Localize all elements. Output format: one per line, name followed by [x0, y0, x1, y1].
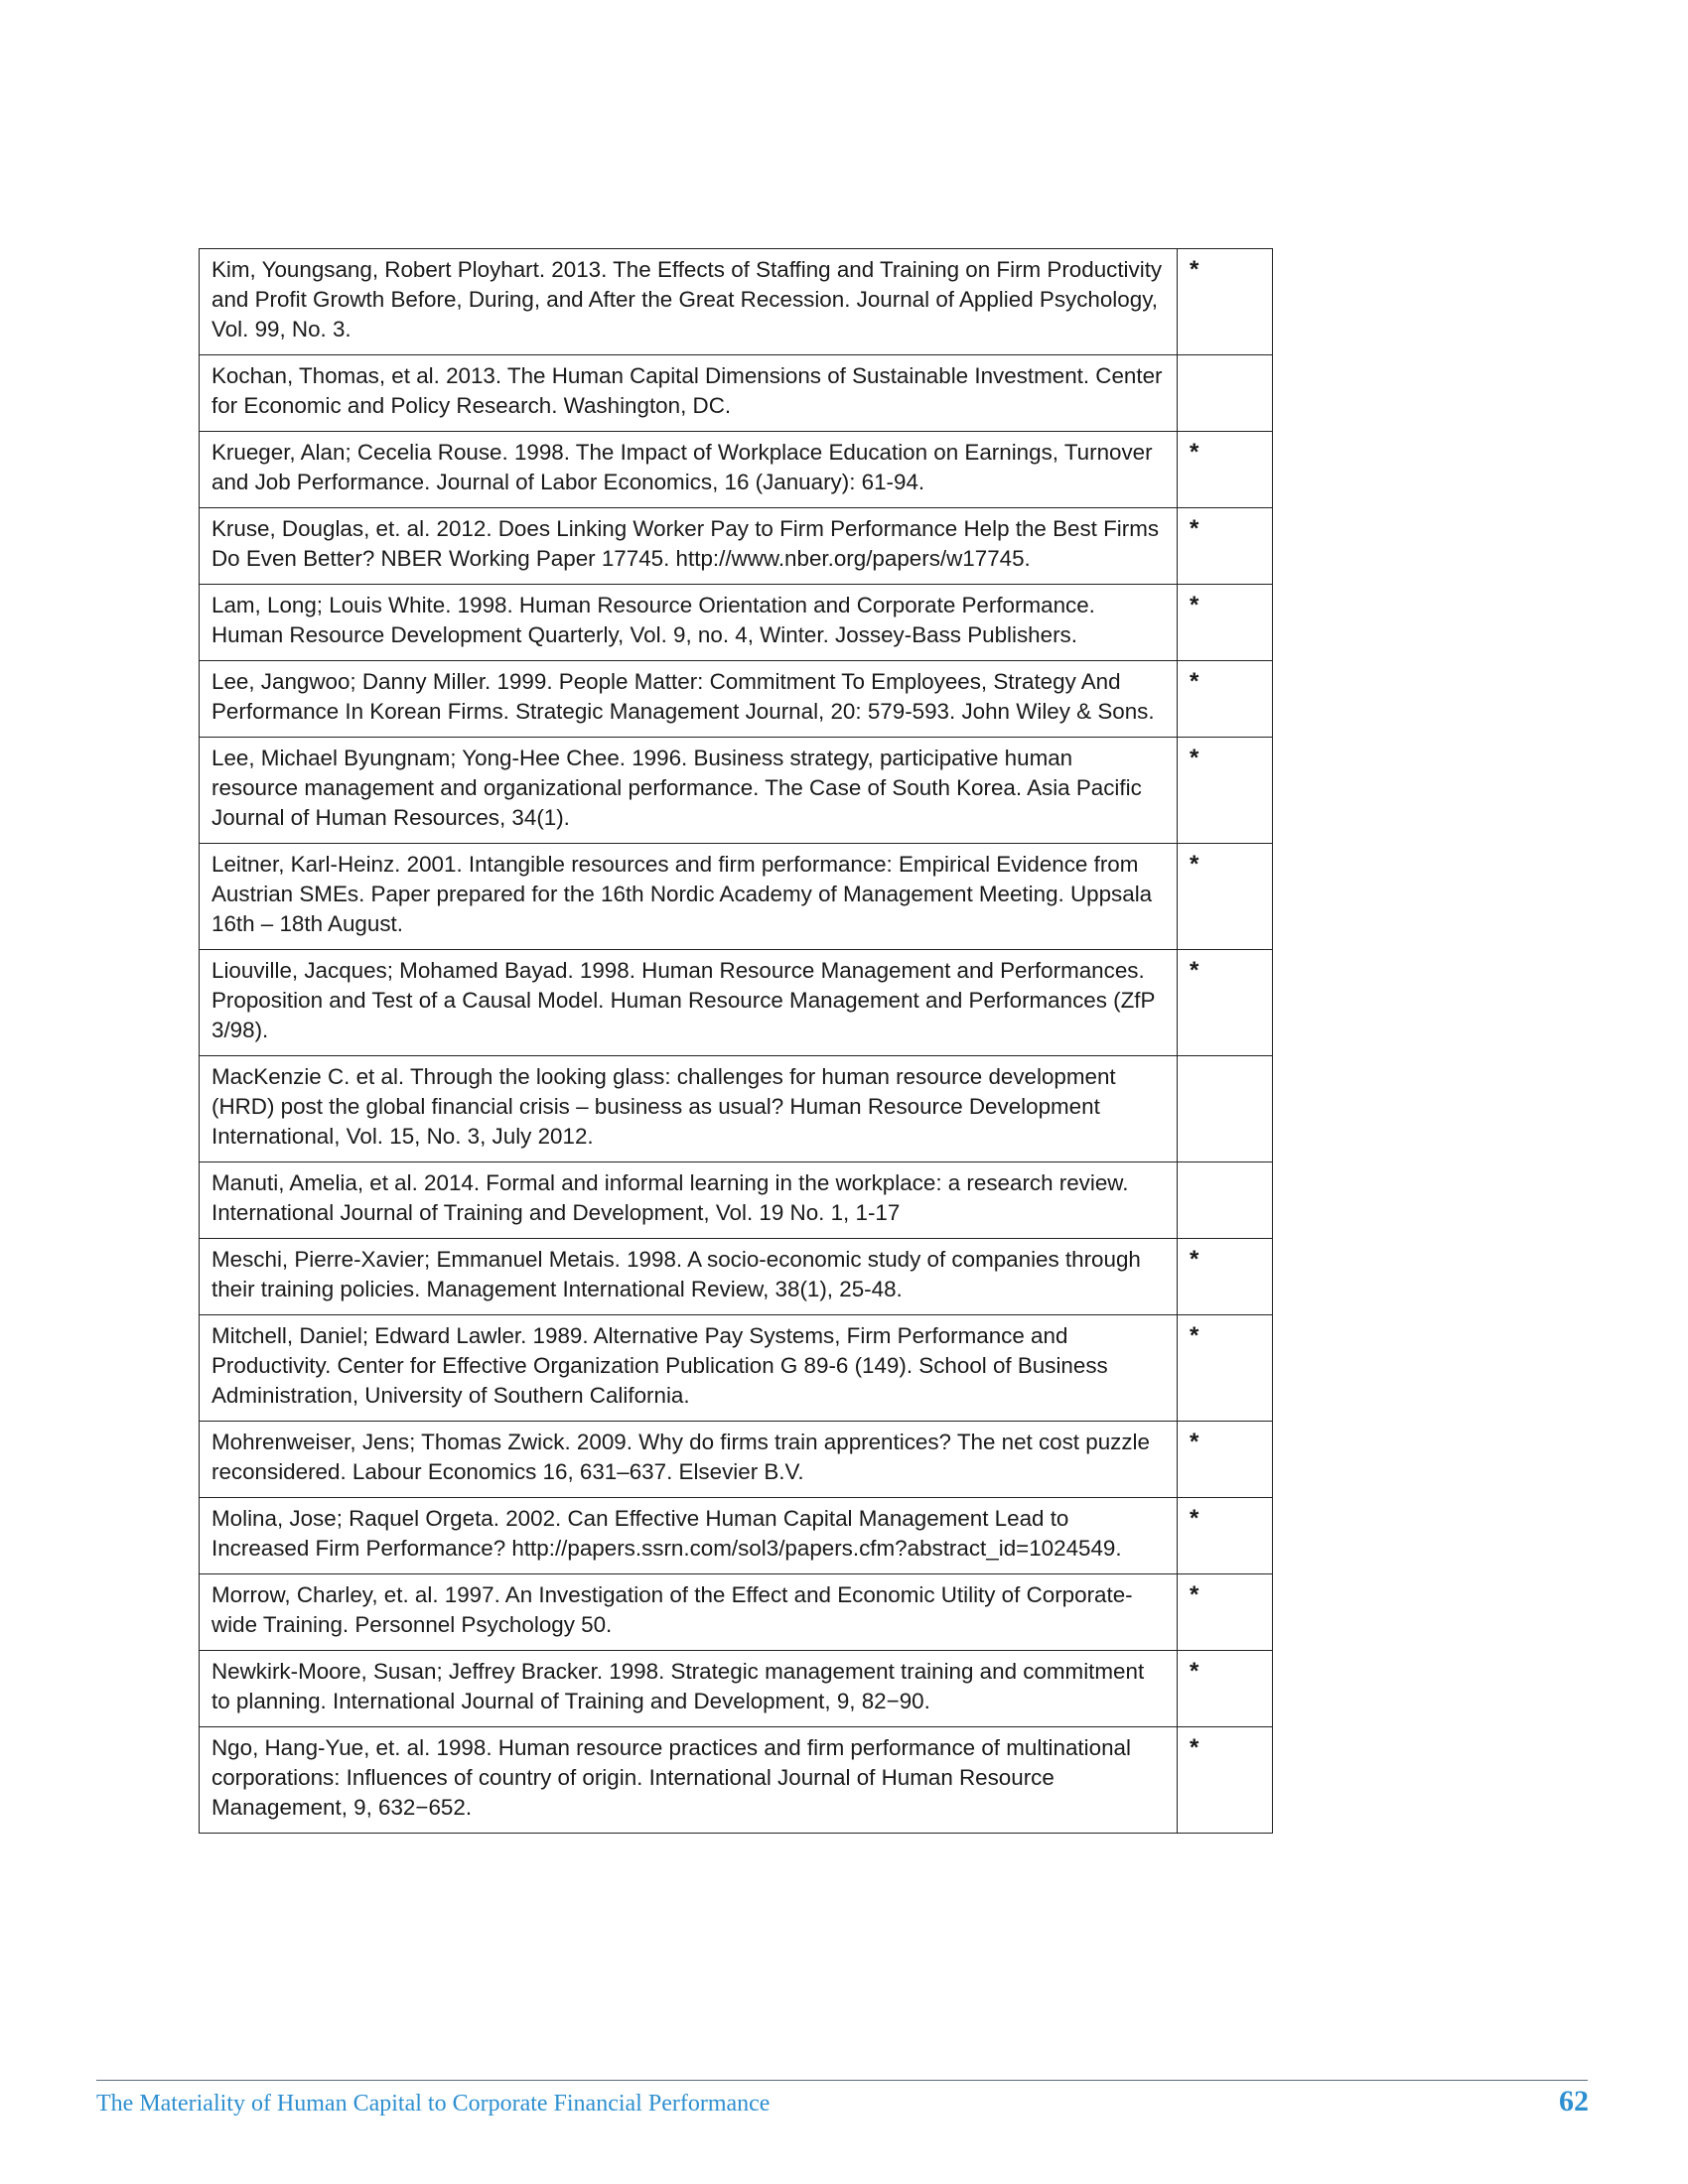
table-row	[200, 661, 1273, 738]
reference-citation: Manuti, Amelia, et al. 2014. Formal and informal learning in the workplace: a research review. International Journal of Training and Development, Vol. 19 No. 1, 1-17	[200, 1162, 1178, 1239]
table-row	[200, 844, 1273, 950]
table-row	[200, 432, 1273, 508]
asterisk-mark	[1178, 1162, 1273, 1239]
table-row	[200, 1574, 1273, 1651]
table-row	[200, 1239, 1273, 1315]
reference-citation: Liouville, Jacques; Mohamed Bayad. 1998. Human Resource Management and Performances. Proposition and Test of a Causal Model. Human Resource Management and Performances (ZfP 3/98).	[200, 950, 1178, 1056]
asterisk-mark	[1178, 355, 1273, 432]
asterisk-mark: *	[1178, 1727, 1273, 1834]
reference-citation: Newkirk-Moore, Susan; Jeffrey Bracker. 1998. Strategic management training and commitment to planning. International Journal of Training and Development, 9, 82−90.	[200, 1651, 1178, 1727]
reference-citation: Lee, Jangwoo; Danny Miller. 1999. People Matter: Commitment To Employees, Strategy And Performance In Korean Firms. Strategic Management Journal, 20: 579-593. John Wiley & Sons.	[200, 661, 1178, 738]
reference-citation: Leitner, Karl-Heinz. 2001. Intangible resources and firm performance: Empirical Evidence from Austrian SMEs. Paper prepared for the 16th Nordic Academy of Management Meeting. Uppsala 16th – 18th August.	[200, 844, 1178, 950]
reference-citation: MacKenzie C. et al. Through the looking glass: challenges for human resource development (HRD) post the global financial crisis – business as usual? Human Resource Development International, Vol. 15, No. 3, July 2012.	[200, 1056, 1178, 1162]
table-row	[200, 1315, 1273, 1422]
table-row	[200, 508, 1273, 585]
asterisk-mark: *	[1178, 1315, 1273, 1422]
asterisk-mark	[1178, 1056, 1273, 1162]
references-table-body	[200, 249, 1273, 1834]
asterisk-mark: *	[1178, 1422, 1273, 1498]
reference-citation: Meschi, Pierre-Xavier; Emmanuel Metais. 1998. A socio-economic study of companies through their training policies. Management International Review, 38(1), 25-48.	[200, 1239, 1178, 1315]
table-row	[200, 249, 1273, 355]
table-row	[200, 355, 1273, 432]
reference-citation: Lam, Long; Louis White. 1998. Human Resource Orientation and Corporate Performance. Human Resource Development Quarterly, Vol. 9, no. 4, Winter. Jossey-Bass Publishers.	[200, 585, 1178, 661]
reference-citation: Molina, Jose; Raquel Orgeta. 2002. Can Effective Human Capital Management Lead to Increased Firm Performance? http://papers.ssrn.com/sol3/papers.cfm?abstract_id=1024549.	[200, 1498, 1178, 1574]
reference-citation: Krueger, Alan; Cecelia Rouse. 1998. The Impact of Workplace Education on Earnings, Turnover and Job Performance. Journal of Labor Economics, 16 (January): 61-94.	[200, 432, 1178, 508]
asterisk-mark: *	[1178, 1574, 1273, 1651]
table-row	[200, 950, 1273, 1056]
table-row	[200, 1162, 1273, 1239]
table-row	[200, 1727, 1273, 1834]
asterisk-mark: *	[1178, 1498, 1273, 1574]
reference-citation: Kim, Youngsang, Robert Ployhart. 2013. The Effects of Staffing and Training on Firm Productivity and Profit Growth Before, During, and After the Great Recession. Journal of Applied Psychology, Vol. 99, No. 3.	[200, 249, 1178, 355]
asterisk-mark: *	[1178, 249, 1273, 355]
table-row	[200, 1651, 1273, 1727]
reference-citation: Mohrenweiser, Jens; Thomas Zwick. 2009. Why do firms train apprentices? The net cost puzzle reconsidered. Labour Economics 16, 631–637. Elsevier B.V.	[200, 1422, 1178, 1498]
reference-citation: Mitchell, Daniel; Edward Lawler. 1989. Alternative Pay Systems, Firm Performance and Productivity. Center for Effective Organization Publication G 89-6 (149). School of Business Administration, University of Southern California.	[200, 1315, 1178, 1422]
asterisk-mark: *	[1178, 585, 1273, 661]
asterisk-mark: *	[1178, 738, 1273, 844]
reference-citation: Ngo, Hang-Yue, et. al. 1998. Human resource practices and firm performance of multinational corporations: Influences of country of origin. International Journal of Human Resource Management, 9, 632−652.	[200, 1727, 1178, 1834]
table-row	[200, 585, 1273, 661]
asterisk-mark: *	[1178, 661, 1273, 738]
asterisk-mark: *	[1178, 844, 1273, 950]
reference-citation: Kochan, Thomas, et al. 2013. The Human Capital Dimensions of Sustainable Investment. Center for Economic and Policy Research. Washington, DC.	[200, 355, 1178, 432]
footer-title: The Materiality of Human Capital to Corporate Financial Performance	[96, 2091, 771, 2116]
asterisk-mark: *	[1178, 1651, 1273, 1727]
asterisk-mark: *	[1178, 432, 1273, 508]
asterisk-mark: *	[1178, 508, 1273, 585]
table-row	[200, 1498, 1273, 1574]
table-row	[200, 738, 1273, 844]
references-table	[199, 248, 1273, 1834]
reference-citation: Morrow, Charley, et. al. 1997. An Investigation of the Effect and Economic Utility of Corporate-wide Training. Personnel Psychology 50.	[200, 1574, 1178, 1651]
table-row	[200, 1056, 1273, 1162]
asterisk-mark: *	[1178, 950, 1273, 1056]
footer-divider	[96, 2080, 1588, 2081]
reference-citation: Lee, Michael Byungnam; Yong-Hee Chee. 1996. Business strategy, participative human resource management and organizational performance. The Case of South Korea. Asia Pacific Journal of Human Resources, 34(1).	[200, 738, 1178, 844]
page-number: 62	[1559, 2085, 1589, 2117]
table-row	[200, 1422, 1273, 1498]
asterisk-mark: *	[1178, 1239, 1273, 1315]
reference-citation: Kruse, Douglas, et. al. 2012. Does Linking Worker Pay to Firm Performance Help the Best Firms Do Even Better? NBER Working Paper 17745. http://www.nber.org/papers/w17745.	[200, 508, 1178, 585]
